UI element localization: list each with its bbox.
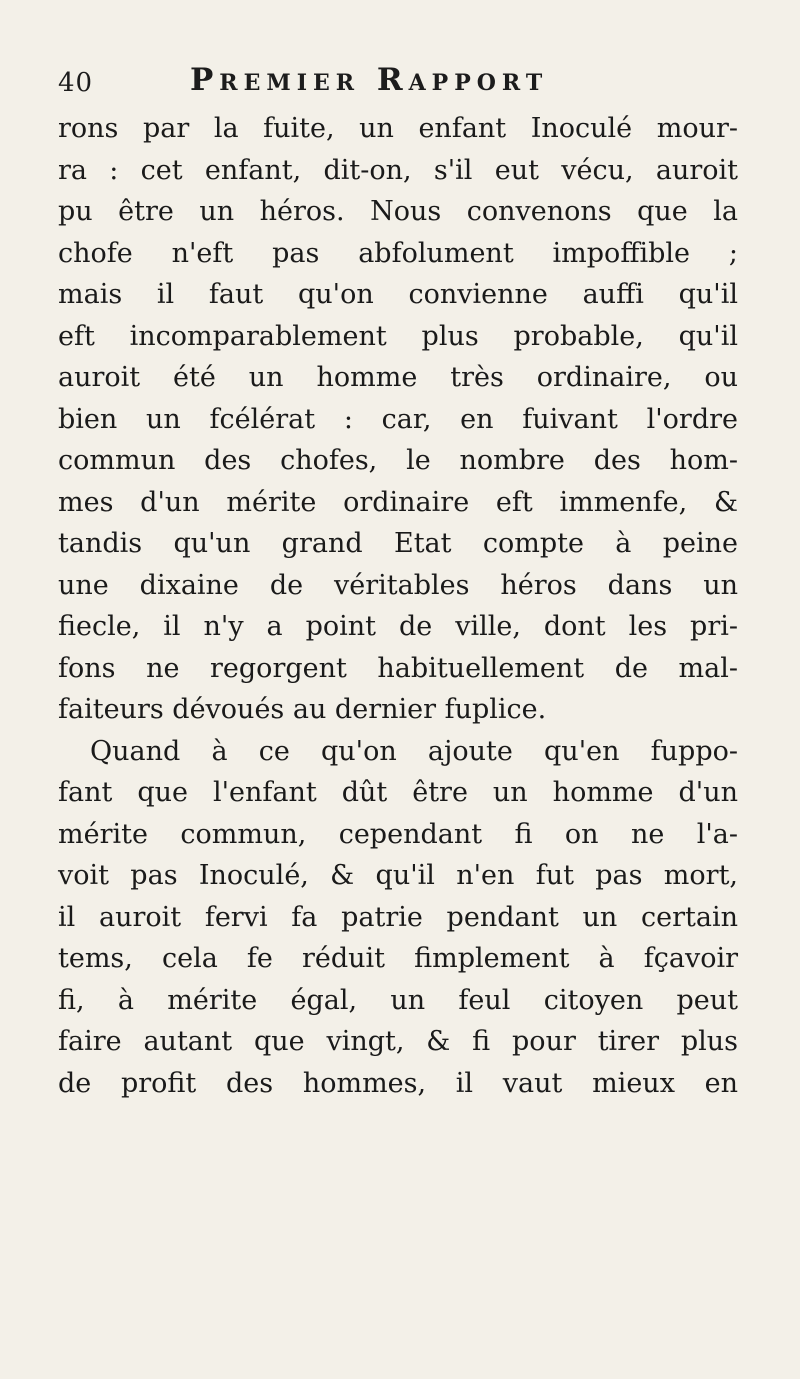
running-title: Premier Rapport bbox=[190, 62, 549, 98]
text-line: bien un fcélérat : car, en fuivant l'ordre bbox=[58, 403, 738, 435]
page-header bbox=[58, 62, 738, 102]
text-line: ra : cet enfant, dit-on, s'il eut vécu, auroit bbox=[58, 154, 738, 186]
text-line: fant que l'enfant dût être un homme d'un bbox=[58, 777, 738, 808]
text-line: de profit des hommes, il vaut mieux en bbox=[58, 1067, 738, 1099]
text-line: chofe n'eft pas abfolument impoffible ; bbox=[58, 237, 738, 269]
text-line: une dixaine de véritables héros dans un bbox=[58, 569, 738, 601]
text-line: fons ne regorgent habituellement de mal- bbox=[58, 652, 738, 684]
text-line: mes d'un mérite ordinaire eft immenfe, & bbox=[58, 486, 738, 518]
page-number: 40 bbox=[58, 68, 94, 98]
text-line: fiecle, il n'y a point de ville, dont les pri- bbox=[58, 611, 738, 642]
text-line: auroit été un homme très ordinaire, ou bbox=[58, 362, 738, 393]
text-line: rons par la fuite, un enfant Inoculé mour- bbox=[58, 113, 738, 144]
text-line: mais il faut qu'on convienne auffi qu'il bbox=[58, 279, 738, 310]
text-line: Quand à ce qu'on ajoute qu'en fuppo- bbox=[90, 735, 738, 767]
text-line: faire autant que vingt, & fi pour tirer plus bbox=[58, 1026, 738, 1057]
body-text bbox=[58, 108, 738, 1104]
text-line: commun des chofes, le nombre des hom- bbox=[58, 445, 738, 476]
text-line: pu être un héros. Nous convenons que la bbox=[58, 196, 738, 227]
text-line: mérite commun, cependant fi on ne l'a- bbox=[58, 818, 738, 850]
text-line: fi, à mérite égal, un feul citoyen peut bbox=[58, 984, 738, 1016]
text-line: tems, cela fe réduit fimplement à fçavoir bbox=[58, 943, 738, 974]
text-line: il auroit fervi fa patrie pendant un certain bbox=[58, 901, 738, 933]
text-line: faiteurs dévoués au dernier fuplice. bbox=[58, 694, 547, 725]
text-line: eft incomparablement plus probable, qu'il bbox=[58, 320, 738, 352]
text-line: tandis qu'un grand Etat compte à peine bbox=[58, 528, 738, 559]
text-line: voit pas Inoculé, & qu'il n'en fut pas mort, bbox=[58, 860, 738, 891]
